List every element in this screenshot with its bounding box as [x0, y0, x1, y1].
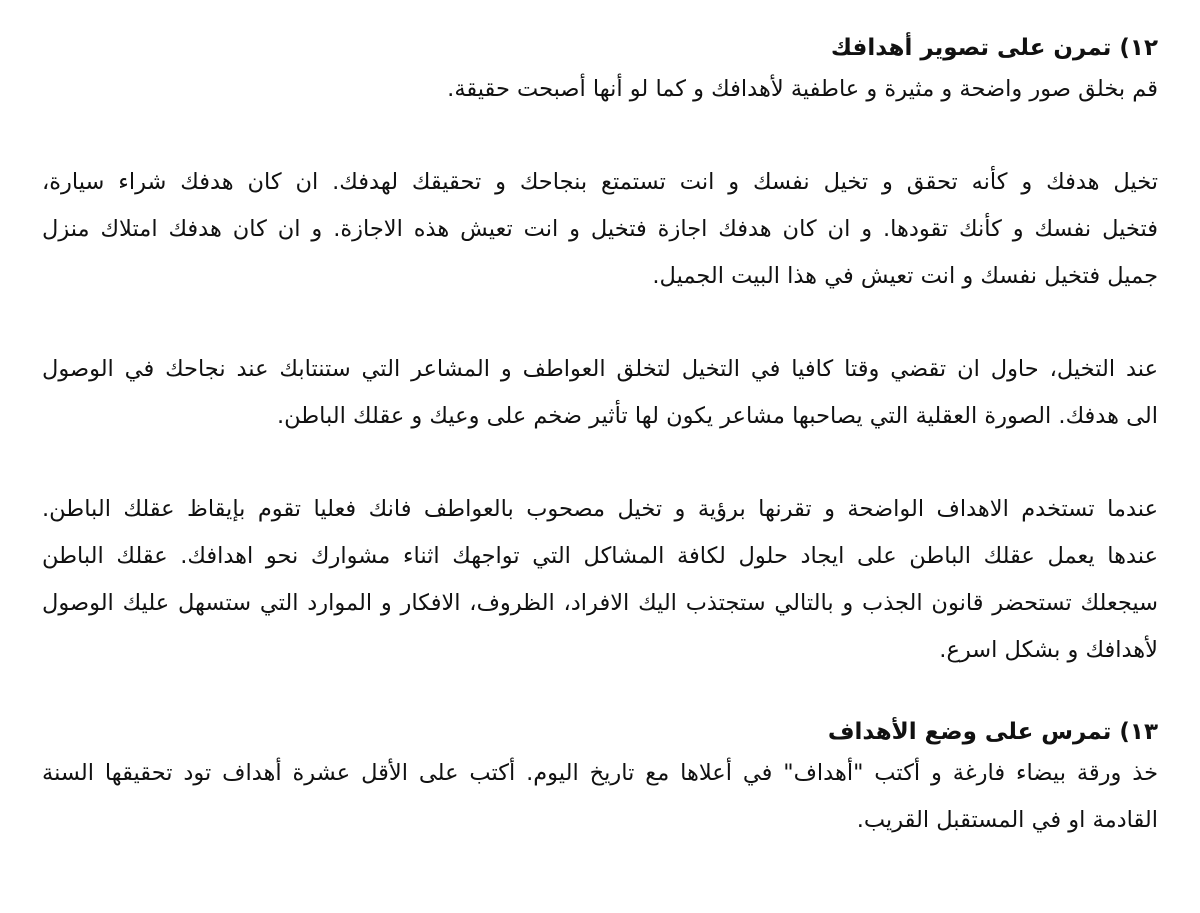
- section-12-paragraph-1: [42, 159, 1158, 300]
- section-13-paragraph-1: [42, 750, 1158, 844]
- section-12-title: ١٢) تمرن على تصوير أهدافك: [830, 35, 1158, 61]
- paragraph-line: جميل فتخيل نفسك و انت تعيش في هذا البيت الجميل.: [652, 263, 1158, 289]
- section-12-paragraph-3: [42, 486, 1158, 674]
- paragraph-line: عندما تستخدم الاهداف الواضحة و تقرنها برؤية و تخيل مصحوب بالعواطف فانك فعليا تقوم بإيقاظ عقلك الباطن.: [42, 496, 1158, 522]
- paragraph-line: الى هدفك. الصورة العقلية التي يصاحبها مشاعر يكون لها تأثير ضخم على وعيك و عقلك الباطن.: [276, 403, 1158, 429]
- paragraph-line: لأهدافك و بشكل اسرع.: [939, 637, 1158, 663]
- section-12-paragraph-2: [42, 346, 1158, 440]
- paragraph-line: سيجعلك تستحضر قانون الجذب و بالتالي ستجتذب اليك الافراد، الظروف، الافكار و الموارد التي ستسهل عليك الوصول: [42, 590, 1158, 616]
- section-13-title: ١٣) تمرس على وضع الأهداف: [827, 719, 1158, 745]
- paragraph-line: عندها يعمل عقلك الباطن على ايجاد حلول لكافة المشاكل التي تواجهك اثناء مشوارك نحو اهدافك. عقلك الباطن: [42, 543, 1158, 569]
- paragraph-line: فتخيل نفسك و كأنك تقودها. و ان كان هدفك اجازة فتخيل و انت تعيش هذه الاجازة. و ان كان هدفك امتلاك منزل: [42, 216, 1158, 242]
- paragraph-line: خذ ورقة بيضاء فارغة و أكتب "أهداف" في أعلاها مع تاريخ اليوم. أكتب على الأقل عشرة أهداف تود تحقيقها السنة: [42, 760, 1158, 786]
- paragraph-line: القادمة او في المستقبل القريب.: [856, 807, 1158, 833]
- paragraph-line: عند التخيل، حاول ان تقضي وقتا كافيا في التخيل لتخلق العواطف و المشاعر التي ستنتابك عند نجاحك في الوصول: [42, 356, 1158, 382]
- section-12-intro: قم بخلق صور واضحة و مثيرة و عاطفية لأهدافك و كما لو أنها أصبحت حقيقة.: [447, 76, 1158, 102]
- paragraph-line: تخيل هدفك و كأنه تحقق و تخيل نفسك و انت تستمتع بنجاحك و تحقيقك لهدفك. ان كان هدفك شراء سيارة،: [42, 169, 1158, 195]
